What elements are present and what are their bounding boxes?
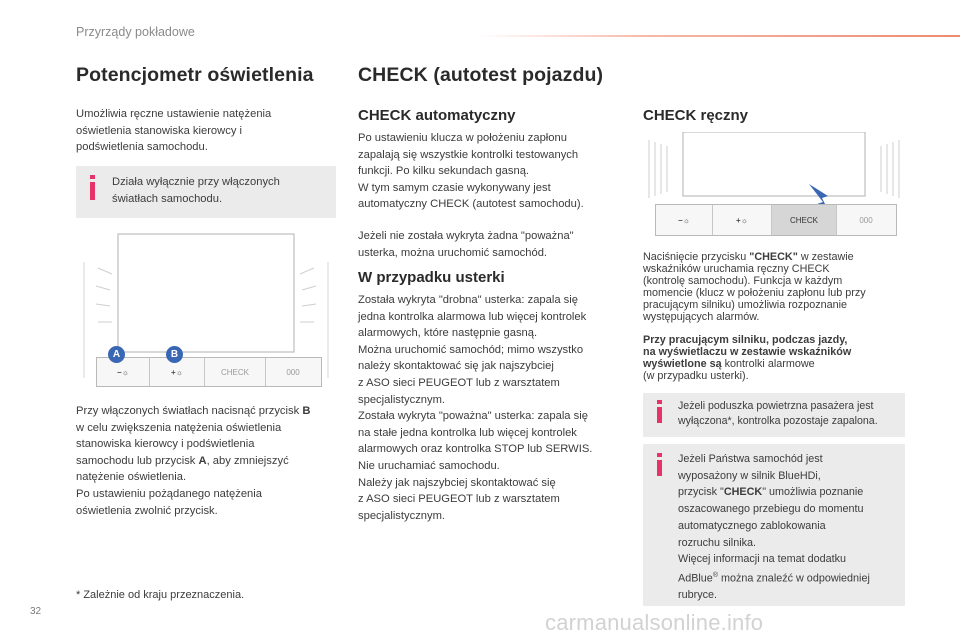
dashboard-button-panel-right bbox=[655, 204, 897, 236]
footnote: * Zależnie od kraju przeznaczenia. bbox=[76, 589, 245, 601]
fault-title: W przypadku usterki bbox=[358, 269, 505, 286]
dashboard-dimmer-illustration bbox=[76, 228, 336, 388]
info-icon bbox=[90, 182, 95, 200]
check-button-pressed[interactable]: CHECK bbox=[772, 205, 837, 235]
trip-reset-button[interactable]: 000 bbox=[286, 367, 300, 377]
header-rule bbox=[478, 35, 960, 37]
dimmer-decrease-button-right[interactable]: −☼ bbox=[656, 205, 713, 235]
watermark: carmanualsonline.info bbox=[545, 610, 764, 635]
info-icon bbox=[657, 407, 662, 423]
check-manual-text: Naciśnięcie przycisku "CHECK" w zestawie wskaźników uruchamia ręczny CHECK (kontrolę samochodu). Funkcja w każdym momencie (klucz w położeniu zapłonu lub przy pracującym silniku) umożliwia rozpoznanie występujących alarmów. Przy pracującym silniku, podczas jazdy, na wyświetlaczu w zestawie wskaźników wyświetlone są kontrolki alarmowe (w przypadku usterki). bbox=[643, 251, 866, 382]
check-title: CHECK (autotest pojazdu) bbox=[358, 64, 604, 86]
info-note-bluehdi: Jeżeli Państwa samochód jest wyposażony w silnik BlueHDi, przycisk "CHECK" umożliwia poznanie oszacowanego przebiegu do momentu automatycznego zablokowania rozruchu silnika. Więcej informacji na temat dodatku AdBlue® można znaleźć w odpowiedniej rubryce. bbox=[643, 444, 905, 606]
check-auto-text: Po ustawieniu klucza w położeniu zapłonu zapalają się wszystkie kontrolki testowanych funkcji. Po kilku sekundach gasną. W tym samym czasie wykonywany jest automatyczny CHECK (autotest samochodu). Jeżeli nie została wykryta żadna "poważna" usterka, można uruchomić samochód. bbox=[358, 132, 584, 259]
info-note-lighting: Działa wyłącznie przy włączonych światłach samochodu. bbox=[76, 166, 336, 218]
check-auto-title: CHECK automatyczny bbox=[358, 107, 516, 124]
check-manual-title: CHECK ręczny bbox=[643, 107, 749, 124]
dashboard-check-illustration bbox=[643, 132, 905, 244]
info-icon bbox=[657, 460, 662, 476]
section-title: Przyrządy pokładowe bbox=[76, 25, 195, 39]
page-number: 32 bbox=[30, 606, 42, 617]
lighting-intro: Umożliwia ręczne ustawienie natężenia oświetlenia stanowiska kierowcy i podświetlenia samochodu. bbox=[76, 108, 272, 154]
badge-b: B bbox=[166, 346, 183, 363]
dimmer-increase-button-right[interactable]: +☼ bbox=[713, 205, 772, 235]
dashboard-button-panel bbox=[96, 357, 322, 387]
badge-a: A bbox=[108, 346, 125, 363]
dimmer-increase-button[interactable]: +☼ bbox=[150, 358, 205, 386]
check-button[interactable]: CHECK bbox=[205, 358, 266, 386]
fault-text: Została wykryta "drobna" usterka: zapala się jedna kontrolka alarmowa lub więcej kontrolek alarmowych, które następnie gasną. Można uruchomić samochód; mimo wszystko należy skontaktować się jak najszybciej z ASO sieci PEUGEOT lub z warsztatem specjalistycznym. Została wykryta "poważna" usterka: zapala się na stałe jedna kontrolka lub więcej kontrolek alarmowych oraz kontrolka STOP lub SERWIS. Nie uruchamiać samochodu. Należy jak najszybciej skontaktować się z ASO sieci PEUGEOT lub z warsztatem specjalistycznym. bbox=[358, 294, 593, 522]
info-note-airbag: Jeżeli poduszka powietrzna pasażera jest wyłączona*, kontrolka pozostaje zapalona. bbox=[643, 393, 905, 437]
dimmer-instructions: Przy włączonych światłach nacisnąć przycisk B w celu zwiększenia natężenia oświetlenia stanowiska kierowcy i podświetlenia samochodu lub przycisk A, aby zmniejszyć natężenie oświetlenia. Po ustawieniu pożądanego natężenia oświetlenia zwolnić przycisk. bbox=[76, 405, 311, 517]
dimmer-decrease-button[interactable]: −☼ bbox=[97, 358, 150, 386]
trip-reset-button-right[interactable]: 000 bbox=[859, 215, 873, 225]
lighting-dimmer-title: Potencjometr oświetlenia bbox=[76, 64, 314, 86]
